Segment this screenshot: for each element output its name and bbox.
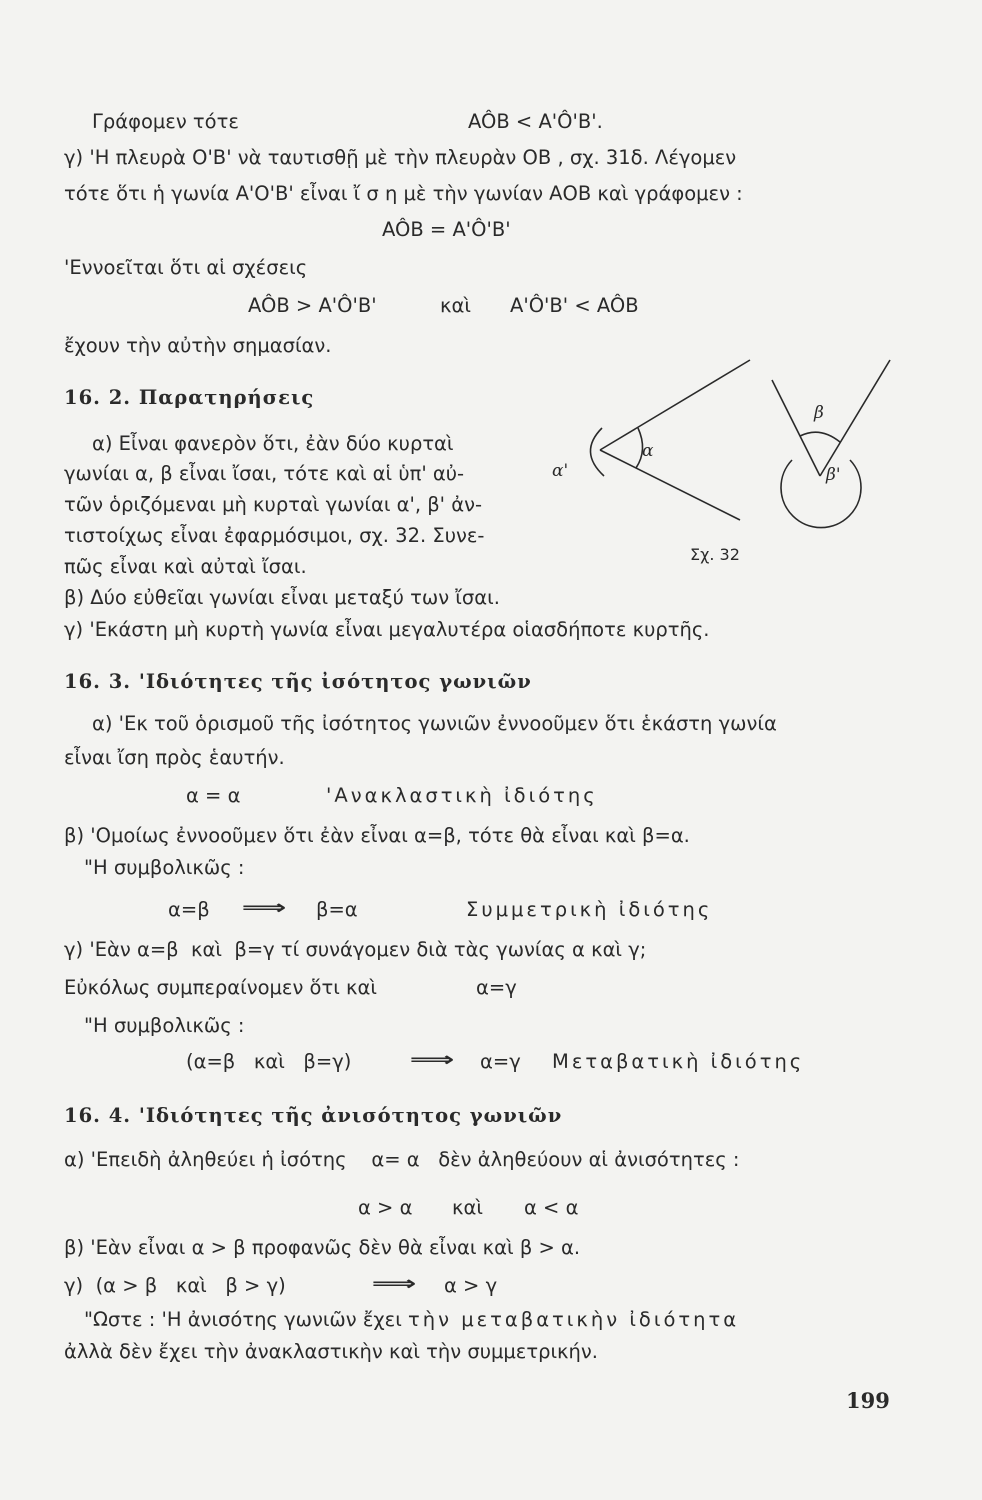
section-number: 16. 3.: [64, 670, 132, 693]
text-line: Εὐκόλως συμπεραίνομεν ὅτι καὶ: [64, 976, 377, 999]
implies-arrow: ⟹: [371, 1272, 417, 1295]
section-title: 'Ιδιότητες τῆς ἰσότητος γωνιῶν: [138, 670, 532, 693]
property-transitive: Μεταβατικὴ ἰδιότης: [552, 1050, 805, 1073]
convex-angle-alpha: [590, 360, 750, 520]
implies-arrow: ⟹: [241, 896, 287, 919]
property-reflexive: 'Ανακλαστικὴ ἰδιότης: [326, 784, 598, 807]
text-line: τιστοίχως εἶναι ἐφαρμόσιμοι, σχ. 32. Συνε-: [64, 524, 485, 547]
relation-aob-lt2: A'Ô'B' < AÔB: [510, 294, 639, 317]
text-span: β) 'Ομοίως ἐννοοῦμεν ὅτι ἐὰν εἶναι: [64, 824, 408, 847]
text-span: δὲν ἀληθεύουν αἱ ἀνισότητες :: [438, 1148, 740, 1171]
text-line: [64, 1276, 286, 1296]
inequality-right: α < α: [524, 1196, 579, 1219]
label-beta-prime: β': [826, 465, 841, 485]
label-beta: β: [814, 403, 824, 423]
equation-inline: β=γ: [234, 938, 275, 961]
text-line: [64, 1238, 580, 1258]
section-number: 16. 2.: [64, 386, 132, 409]
equation-inline: β > α.: [519, 1236, 581, 1259]
figure-caption: Σχ. 32: [690, 545, 740, 564]
section-number: 16. 4.: [64, 1104, 132, 1127]
text-span: α) 'Επειδὴ ἀληθεύει ἡ ἰσότης: [64, 1148, 347, 1171]
inequality-left: α > α: [358, 1196, 413, 1219]
equation-reflexive: α = α: [186, 784, 241, 807]
page-number: 199: [846, 1388, 890, 1413]
figure-32: [380, 330, 900, 570]
section-heading-16-4: [64, 1106, 562, 1126]
equation-inline: α= α: [371, 1148, 420, 1171]
text-span: β) 'Εὰν εἶναι: [64, 1236, 186, 1259]
equation-inline: (α=β: [186, 1050, 236, 1073]
relation-aob-lt: AÔB < A'Ô'B'.: [468, 110, 603, 133]
text-line: "Η συμβολικῶς :: [84, 1014, 245, 1037]
word-and: καὶ: [175, 1274, 207, 1297]
text-line: εἶναι ἴση πρὸς ἑαυτήν.: [64, 746, 285, 769]
equation-inline: β=α.: [642, 824, 690, 847]
section-title: 'Ιδιότητες τῆς ἀνισότητος γωνιῶν: [138, 1104, 563, 1127]
equation-transitive-left: [186, 1052, 351, 1072]
equation-inline: α > β: [191, 1236, 246, 1259]
text-span: γ): [64, 1274, 84, 1297]
equation-inline: β=γ): [303, 1050, 352, 1073]
text-line: [64, 1150, 739, 1170]
word-and: καὶ: [191, 938, 222, 961]
implies-arrow: ⟹: [409, 1048, 455, 1071]
text-line: πῶς εἶναι καὶ αὐταὶ ἴσαι.: [64, 555, 307, 578]
equation-inline: (α > β: [95, 1274, 158, 1297]
label-alpha: α: [642, 441, 654, 461]
text-span: τί συνάγομεν διὰ τὰς γωνίας α καὶ γ;: [280, 938, 647, 961]
convex-angle-beta: [772, 360, 890, 528]
text-line: α) Εἶναι φανερὸν ὅτι, ἐὰν δύο κυρταὶ: [92, 432, 454, 455]
text-span: γ) 'Εὰν: [64, 938, 131, 961]
text-line: [64, 826, 690, 846]
text-line: "Η συμβολικῶς :: [84, 856, 245, 879]
equation-inline: α > γ: [444, 1274, 498, 1297]
text-span: "Ωστε : 'Η ἀνισότης γωνιῶν ἔχει: [84, 1308, 402, 1331]
text-line: α) 'Εκ τοῦ ὁρισμοῦ τῆς ἰσότητος γωνιῶν ἐννοοῦμεν ὅτι ἑκάστη γωνία: [92, 712, 777, 735]
equation-inline: β > γ): [225, 1274, 286, 1297]
text-span: προφανῶς δὲν θὰ εἶναι καὶ: [251, 1236, 514, 1259]
text-line: γ) 'Εκάστη μὴ κυρτὴ γωνία εἶναι μεγαλυτέρα οἱασδήποτε κυρτῆς.: [64, 618, 710, 641]
label-alpha-prime: α': [552, 461, 569, 481]
section-heading-16-3: [64, 672, 532, 692]
equation-symmetric-right: β=α: [316, 898, 358, 921]
text-line: ἔχουν τὴν αὐτὴν σημασίαν.: [64, 334, 332, 357]
text-line: [64, 940, 646, 960]
equation-transitive-right: α=γ: [480, 1050, 521, 1073]
section-title: Παρατηρήσεις: [138, 386, 315, 409]
text-line: ἀλλὰ δὲν ἔχει τὴν ἀνακλαστικὴν καὶ τὴν συμμετρικήν.: [64, 1340, 598, 1363]
equation-inline: α=γ: [476, 976, 517, 999]
text-span-spaced: τὴν μεταβατικὴν ἰδιότητα: [408, 1308, 740, 1331]
equation-inline: α=β: [136, 938, 179, 961]
word-and: καὶ: [440, 294, 471, 317]
text-line: β) Δύο εὐθεῖαι γωνίαι εἶναι μεταξύ των ἴσαι.: [64, 586, 500, 609]
word-and: καὶ: [452, 1196, 483, 1219]
text-line: γωνίαι α, β εἶναι ἴσαι, τότε καὶ αἱ ὑπ' αὐ-: [64, 462, 465, 485]
text-line: γ) 'Η πλευρὰ Ο'Β' νὰ ταυτισθῇ μὲ τὴν πλευρὰν ΟΒ , σχ. 31δ. Λέγομεν: [64, 146, 737, 169]
text-line: τῶν ὁριζόμεναι μὴ κυρταὶ γωνίαι α', β' ἀν-: [64, 493, 483, 516]
relation-aob-eq: AÔB = A'Ô'B': [382, 218, 511, 241]
word-and: καὶ: [253, 1050, 285, 1073]
equation-inline: α=β,: [414, 824, 462, 847]
text-line: τότε ὅτι ἡ γωνία Α'Ο'Β' εἶναι ἴ σ η μὲ τὴν γωνίαν ΑΟΒ καὶ γράφομεν :: [64, 182, 743, 205]
text-line: 'Εννοεῖται ὅτι αἱ σχέσεις: [64, 256, 308, 279]
text-line: [84, 1310, 739, 1330]
text-line: Γράφομεν τότε: [92, 110, 239, 133]
equation-symmetric-left: α=β: [168, 898, 210, 921]
text-span: τότε θὰ εἶναι καὶ: [468, 824, 636, 847]
section-heading-16-2: [64, 388, 314, 408]
relation-aob-gt: AÔB > A'Ô'B': [248, 294, 377, 317]
property-symmetric: Συμμετρικὴ ἰδιότης: [466, 898, 713, 921]
